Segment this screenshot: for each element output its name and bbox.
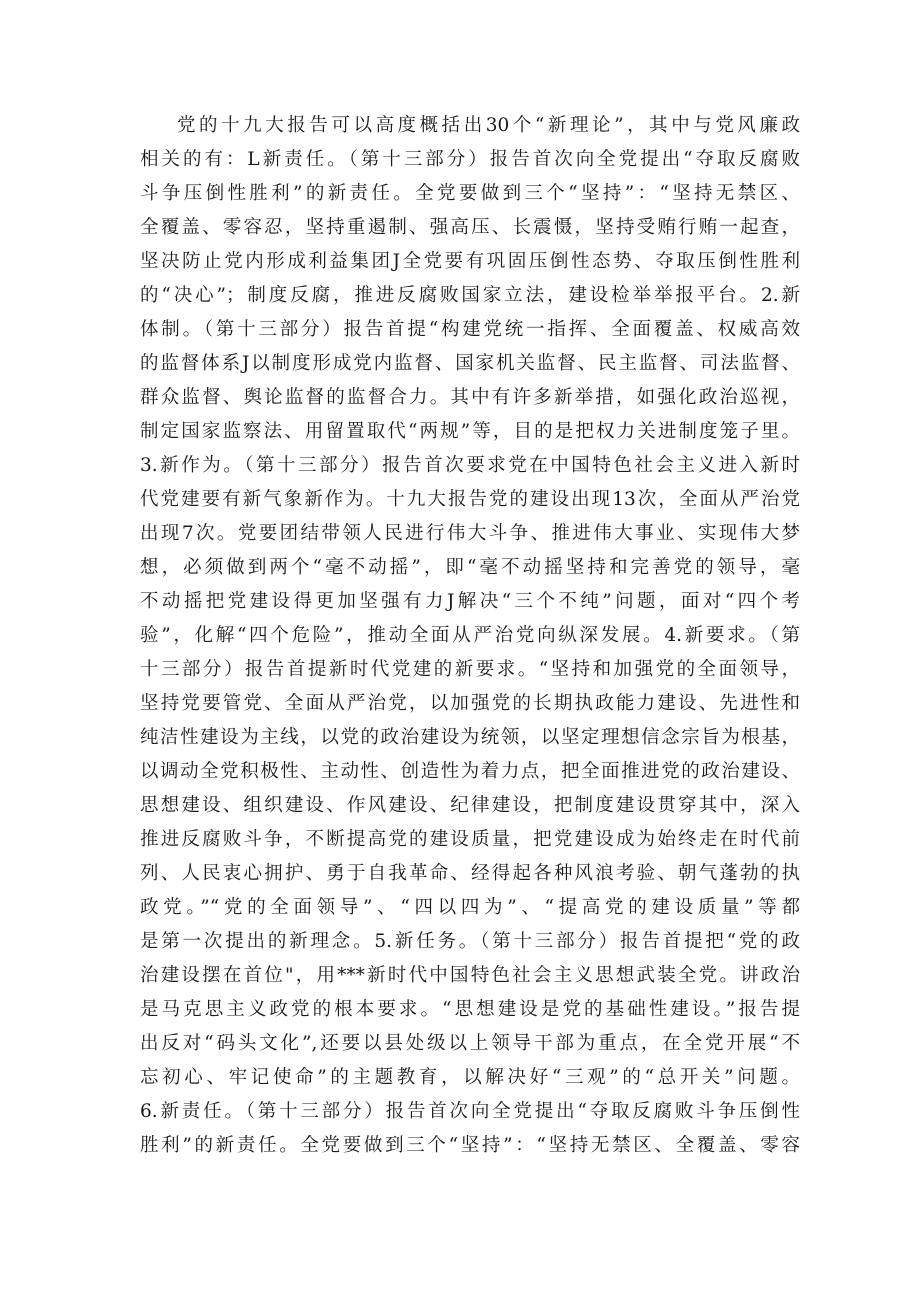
text-line: 政党。”“党的全面领导”、“四以四为”、“提高党的建设质量”等都 [140,897,800,918]
text-line: 推进反腐败斗争，不断提高党的建设质量，把党建设成为始终走在时代前 [140,829,800,850]
text-line: 体制。（第十三部分）报告首提“构建党统一指挥、全面覆盖、权威高效 [140,319,800,340]
text-line: 十三部分）报告首提新时代党建的新要求。“坚持和加强党的全面领导， [140,659,800,680]
text-line: 斗争压倒性胜利”的新责任。全党要做到三个“坚持”：“坚持无禁区、 [140,183,800,204]
text-line: 以调动全党积极性、主动性、创造性为着力点，把全面推进党的政治建设、 [140,761,800,782]
text-line: 列、人民衷心拥护、勇于自我革命、经得起各种风浪考验、朝气蓬勃的执 [140,863,800,884]
text-line: 相关的有：L新责任。（第十三部分）报告首次向全党提出“夺取反腐败 [140,149,800,170]
text-line: 是马克思主义政党的根本要求。“思想建设是党的基础性建设。”报告提 [140,999,800,1020]
text-line: 出反对“码头文化”,还要以县处级以上领导干部为重点，在全党开展“不 [140,1033,800,1054]
text-line: 忘初心、牢记使命”的主题教育，以解决好“三观”的“总开关”问题。 [140,1067,800,1088]
text-line: 坚决防止党内形成利益集团J全党要有巩固压倒性态势、夺取压倒性胜利 [140,251,800,272]
text-line: 纯洁性建设为主线，以党的政治建设为统领，以坚定理想信念宗旨为根基， [140,727,800,748]
body-paragraph [140,109,800,1163]
text-line: 坚持党要管党、全面从严治党，以加强党的长期执政能力建设、先进性和 [140,693,800,714]
text-line: 的监督体系J以制度形成党内监督、国家机关监督、民主监督、司法监督、 [140,353,800,374]
text-line: 党的十九大报告可以高度概括出30个“新理论”，其中与党风廉政 [177,115,800,136]
text-line: 3.新作为。（第十三部分）报告首次要求党在中国特色社会主义进入新时 [140,455,800,476]
text-line: 6.新责任。（第十三部分）报告首次向全党提出“夺取反腐败斗争压倒性 [140,1101,800,1122]
text-line: 治建设摆在首位"，用***新时代中国特色社会主义思想武装全党。讲政治 [140,965,800,986]
text-line: 验”，化解“四个危险”，推动全面从严治党向纵深发展。4.新要求。（第 [140,625,800,646]
text-line: 是第一次提出的新理念。5.新任务。（第十三部分）报告首提把“党的政 [140,931,800,952]
text-line: 代党建要有新气象新作为。十九大报告党的建设出现13次，全面从严治党 [140,489,800,510]
text-line: 出现7次。党要团结带领人民进行伟大斗争、推进伟大事业、实现伟大梦 [140,523,800,544]
text-line: 的“决心”；制度反腐，推进反腐败国家立法，建设检举举报平台。2.新 [140,285,800,306]
text-line: 胜利”的新责任。全党要做到三个“坚持”：“坚持无禁区、全覆盖、零容 [140,1135,800,1156]
text-line: 想，必须做到两个“毫不动摇”，即“毫不动摇坚持和完善党的领导，毫 [140,557,800,578]
text-line: 群众监督、舆论监督的监督合力。其中有许多新举措，如强化政治巡视， [140,387,800,408]
text-line: 思想建设、组织建设、作风建设、纪律建设，把制度建设贯穿其中，深入 [140,795,800,816]
text-line: 不动摇把党建设得更加坚强有力J解决“三个不纯”问题，面对“四个考 [140,591,800,612]
text-line: 全覆盖、零容忍，坚持重遏制、强高压、长震慑，坚持受贿行贿一起查， [140,217,800,238]
text-line: 制定国家监察法、用留置取代“两规”等，目的是把权力关进制度笼子里。 [140,421,800,442]
